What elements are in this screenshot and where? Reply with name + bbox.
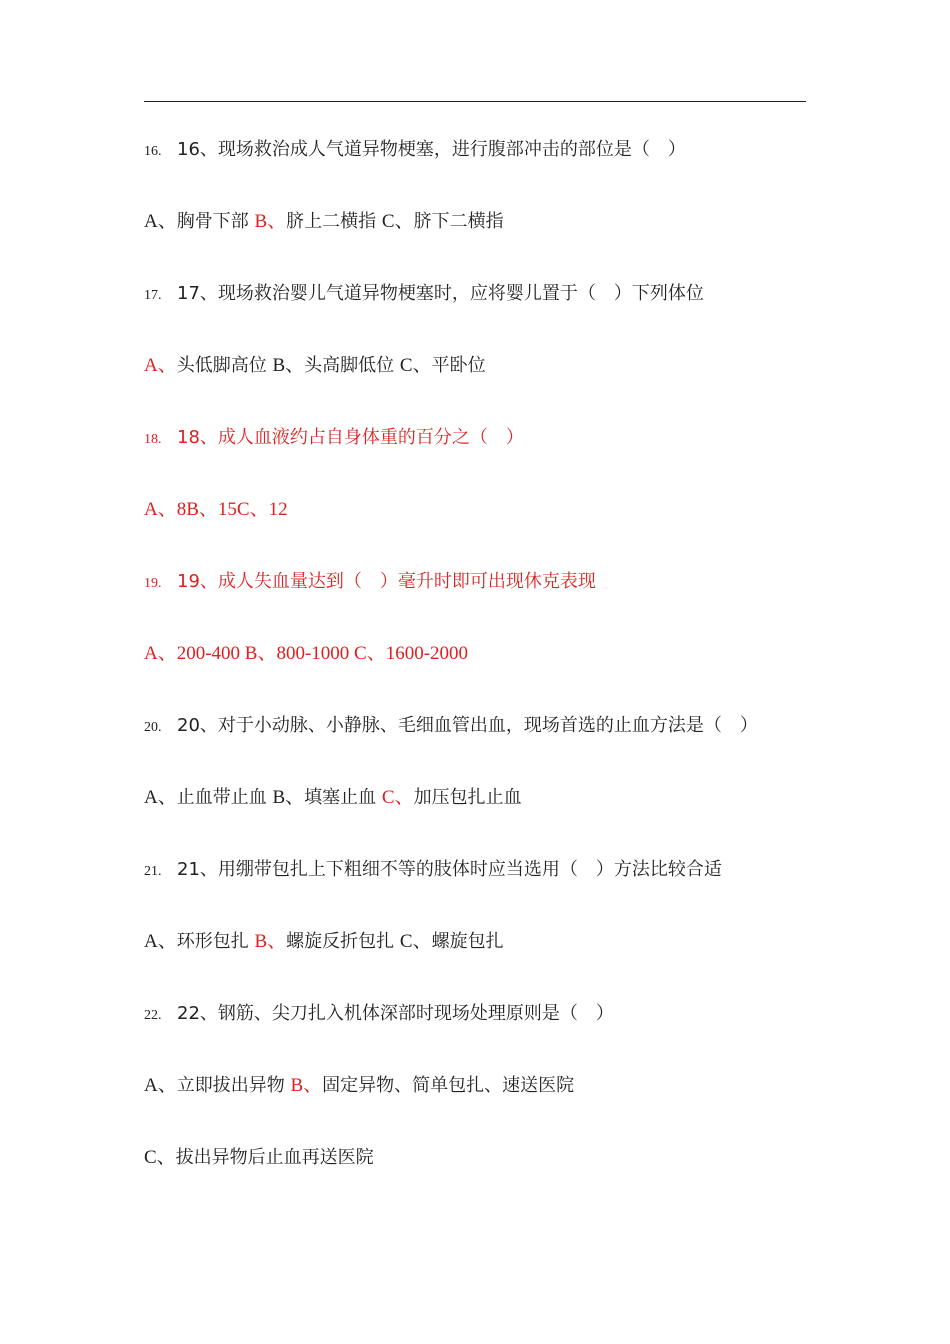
question-19: [144, 570, 596, 596]
question-16: [144, 138, 686, 164]
question-text: 18、成人血液约占自身体重的百分之（ ）: [177, 427, 524, 448]
question-number: 22.: [144, 1008, 162, 1023]
options-17: [144, 354, 486, 378]
options-22-line2: [144, 1146, 374, 1170]
option-c-letter: C、: [399, 355, 432, 376]
option-c-text: 螺旋包扎: [431, 931, 504, 952]
question-text: 16、现场救治成人气道异物梗塞，进行腹部冲击的部位是（ ）: [177, 139, 686, 160]
question-number: 17.: [144, 288, 162, 303]
question-20: [144, 714, 758, 740]
option-a-text: 止血带止血: [176, 787, 273, 808]
option-b-text: 固定异物、简单包扎、速送医院: [322, 1075, 575, 1096]
options-22: [144, 1074, 574, 1098]
question-number: 21.: [144, 864, 162, 879]
question-text: 21、用绷带包扎上下粗细不等的肢体时应当选用（ ）方法比较合适: [177, 859, 722, 880]
option-a-letter: A、: [144, 931, 177, 952]
question-17: [144, 282, 704, 308]
question-text: 17、现场救治婴儿气道异物梗塞时，应将婴儿置于（ ）下列体位: [177, 283, 704, 304]
option-b-letter: B、: [254, 931, 287, 952]
question-21: [144, 858, 722, 884]
option-a-text: 头低脚高位: [176, 355, 273, 376]
options-20: [144, 786, 522, 810]
options-21: [144, 930, 504, 954]
question-number: 20.: [144, 720, 162, 735]
option-a-text: 环形包扎: [176, 931, 255, 952]
option-c-text: 加压包扎止血: [413, 787, 522, 808]
option-c-text: 平卧位: [431, 355, 486, 376]
option-b-letter: B、: [272, 355, 305, 376]
options-19: A、200-400 B、800-1000 C、1600-2000: [144, 643, 469, 664]
option-c-letter: C、: [399, 931, 432, 952]
question-22: [144, 1002, 614, 1028]
options-18: A、8B、15C、12: [144, 499, 288, 520]
question-number: 16.: [144, 144, 162, 159]
question-text: 22、钢筋、尖刀扎入机体深部时现场处理原则是（ ）: [177, 1003, 614, 1024]
option-b-text: 填塞止血: [304, 787, 382, 808]
option-b-letter: B、: [272, 787, 305, 808]
option-c-letter: C、: [381, 211, 414, 232]
question-18: [144, 426, 524, 452]
option-b-text: 脐上二横指: [286, 211, 382, 232]
options-16: [144, 210, 504, 234]
option-c-letter: C、: [381, 787, 414, 808]
header-rule: [144, 101, 806, 102]
option-a-text: 胸骨下部: [176, 211, 255, 232]
option-b-letter: B、: [254, 211, 287, 232]
option-c-text: 脐下二横指: [413, 211, 504, 232]
question-number: 19.: [144, 576, 162, 591]
option-a-text: 立即拔出异物: [176, 1075, 291, 1096]
option-c-text: 拔出异物后止血再送医院: [175, 1147, 374, 1168]
option-a-letter: A、: [144, 355, 177, 376]
option-b-letter: B、: [290, 1075, 323, 1096]
option-b-text: 螺旋反折包扎: [286, 931, 400, 952]
option-b-text: 头高脚低位: [304, 355, 400, 376]
option-c-letter: C、: [144, 1147, 176, 1168]
option-a-letter: A、: [144, 1075, 177, 1096]
option-a-letter: A、: [144, 211, 177, 232]
question-text: 20、对于小动脉、小静脉、毛细血管出血，现场首选的止血方法是（ ）: [177, 715, 758, 736]
option-a-letter: A、: [144, 787, 177, 808]
question-text: 19、成人失血量达到（ ）毫升时即可出现休克表现: [177, 571, 596, 592]
question-number: 18.: [144, 432, 162, 447]
